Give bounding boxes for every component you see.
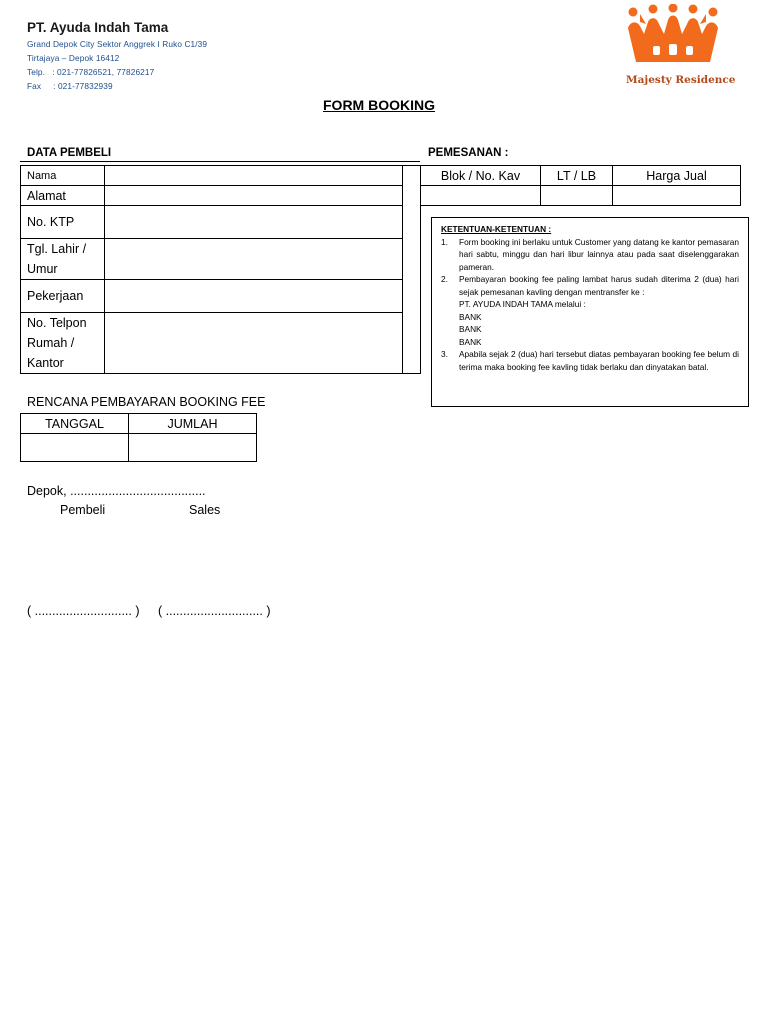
buyer-label: Pembeli <box>60 503 106 517</box>
table-row <box>421 166 741 186</box>
data-pembeli-heading: DATA PEMBELI <box>27 147 112 159</box>
crown-icon <box>620 4 730 76</box>
jumlah-field[interactable] <box>129 434 257 462</box>
table-row <box>421 186 741 206</box>
ketentuan-item <box>441 348 739 373</box>
table-row <box>21 434 257 462</box>
table-row <box>21 414 257 434</box>
logo-text: Majesty Residence <box>626 74 736 86</box>
col-header-jumlah: JUMLAH <box>129 414 257 434</box>
row-label-tgl-lahir: Tgl. Lahir / Umur <box>21 239 105 280</box>
pemesanan-table <box>420 165 741 206</box>
data-pembeli-underline <box>20 161 420 162</box>
table-row <box>21 280 421 313</box>
ketentuan-item-text: Apabila sejak 2 (dua) hari tersebut diatas pembayaran booking fee belum di terima maka booking fee kavling tidak berlaku dan dinyatakan batal. <box>459 349 739 372</box>
tanggal-field[interactable] <box>21 434 129 462</box>
table-row <box>21 239 421 280</box>
sales-label: Sales <box>189 503 221 517</box>
row-label-alamat: Alamat <box>21 186 105 206</box>
nama-field[interactable] <box>105 166 403 186</box>
company-address-line-1: Grand Depok City Sektor Anggrek I Ruko C1/39 <box>27 39 208 49</box>
row-label-nama: Nama <box>21 166 105 186</box>
bank-line: BANK <box>459 336 482 347</box>
table-row <box>21 186 421 206</box>
buyer-signature-line: ( ............................ ) <box>27 604 140 618</box>
place-date-line: Depok, ....................................... <box>27 484 206 498</box>
tgl-lahir-field[interactable] <box>105 239 403 280</box>
pekerjaan-field[interactable] <box>105 280 403 313</box>
col-header-blok: Blok / No. Kav <box>421 166 541 186</box>
table-row <box>21 166 421 186</box>
form-title: FORM BOOKING <box>323 97 435 113</box>
transfer-to-line: PT. AYUDA INDAH TAMA melalui : <box>459 299 586 309</box>
no-ktp-field[interactable] <box>105 206 403 239</box>
row-label-no-ktp: No. KTP <box>21 206 105 239</box>
sales-signature-line: ( ............................ ) <box>158 604 271 618</box>
ketentuan-item-text: Pembayaran booking fee paling lambat harus sudah diterima 2 (dua) hari sejak pemesanan kavling dengan mentransfer ke : <box>459 274 739 297</box>
harga-jual-field[interactable] <box>613 186 741 206</box>
ketentuan-item-number: 2. <box>441 274 448 284</box>
table-side-column <box>403 166 421 374</box>
ketentuan-item-text: Form booking ini berlaku untuk Customer yang datang ke kantor pemasaran hari sabtu, minggu dan hari libur lainnya atau pada saat diselenggarakan pameran. <box>459 236 739 272</box>
bank-line: BANK <box>459 311 482 322</box>
row-label-no-telpon: No. Telpon Rumah / Kantor <box>21 313 105 374</box>
company-name: PT. Ayuda Indah Tama <box>27 20 169 35</box>
company-fax: Fax : 021-77832939 <box>27 81 113 91</box>
no-telpon-field[interactable] <box>105 313 403 374</box>
ketentuan-title: KETENTUAN-KETENTUAN : <box>441 224 552 234</box>
col-header-lt-lb: LT / LB <box>541 166 613 186</box>
ketentuan-item <box>441 273 739 298</box>
data-pembeli-table <box>20 165 421 374</box>
bank-line: BANK <box>459 324 482 334</box>
ketentuan-box <box>431 217 749 407</box>
table-row <box>21 206 421 239</box>
row-label-pekerjaan: Pekerjaan <box>21 280 105 313</box>
table-row <box>21 313 421 374</box>
rencana-table <box>20 413 257 462</box>
alamat-field[interactable] <box>105 186 403 206</box>
ketentuan-item-number: 1. <box>441 236 448 247</box>
rencana-title: RENCANA PEMBAYARAN BOOKING FEE <box>27 395 266 409</box>
blok-field[interactable] <box>421 186 541 206</box>
ketentuan-item <box>441 236 739 274</box>
lt-lb-field[interactable] <box>541 186 613 206</box>
ketentuan-item-number: 3. <box>441 349 448 359</box>
company-phone: Telp. : 021-77826521, 77826217 <box>27 67 155 77</box>
pemesanan-heading: PEMESANAN : <box>428 147 509 159</box>
company-address-line-2: Tirtajaya – Depok 16412 <box>27 53 120 63</box>
col-header-tanggal: TANGGAL <box>21 414 129 434</box>
col-header-harga-jual: Harga Jual <box>613 166 741 186</box>
